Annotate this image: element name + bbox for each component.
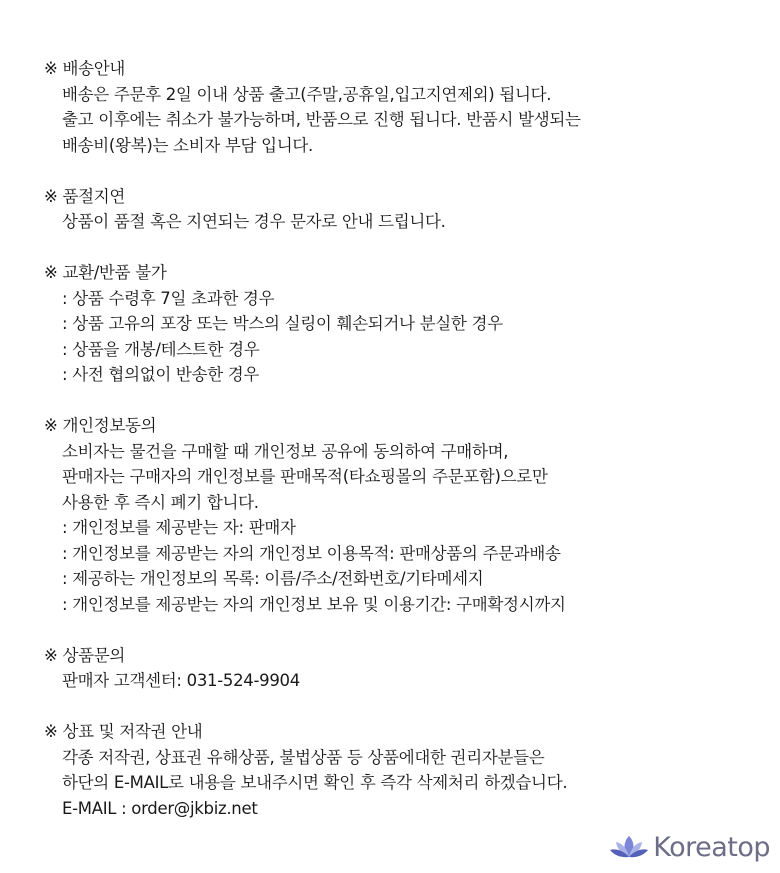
- section-line: : 개인정보를 제공받는 자: 판매자: [62, 518, 296, 537]
- section-title: ※ 개인정보동의: [44, 416, 157, 435]
- section-line: 판매자는 구매자의 개인정보를 판매목적(타쇼핑몰의 주문포함)으로만: [62, 467, 548, 486]
- section-title: ※ 배송안내: [44, 59, 126, 78]
- section-line: 사용한 후 즉시 폐기 합니다.: [62, 492, 259, 512]
- section-line: 소비자는 물건을 구매할 때 개인정보 공유에 동의하여 구매하며,: [62, 441, 509, 461]
- koreatop-logo: [609, 832, 770, 863]
- section-title: ※ 교환/반품 불가: [44, 263, 167, 282]
- logo-text: Koreatop: [653, 832, 770, 863]
- section-line: : 상품 고유의 포장 또는 박스의 실링이 훼손되거나 분실한 경우: [62, 314, 503, 333]
- section-line: 배송은 주문후 2일 이내 상품 출고(주말,공휴일,입고지연제외) 됩니다.: [62, 84, 552, 104]
- section-trademark-copyright: [44, 719, 764, 821]
- section-line: 배송비(왕복)는 소비자 부담 입니다.: [62, 135, 314, 155]
- section-product-inquiry: [44, 643, 764, 694]
- section-line: : 상품 수령후 7일 초과한 경우: [62, 288, 275, 308]
- section-line: 하단의 E-MAIL로 내용을 보내주시면 확인 후 즉각 삭제처리 하겠습니다.: [62, 773, 568, 792]
- section-shipping: [44, 56, 764, 158]
- section-line: : 개인정보를 제공받는 자의 개인정보 이용목적: 판매상품의 주문과배송: [62, 543, 561, 563]
- section-line: : 개인정보를 제공받는 자의 개인정보 보유 및 이용기간: 구매확정시까지: [62, 594, 566, 614]
- lotus-icon: [609, 833, 649, 863]
- section-line: 각종 저작권, 상표권 유해상품, 불법상품 등 상품에대한 권리자분들은: [62, 747, 545, 767]
- section-title: ※ 상표 및 저작권 안내: [44, 722, 203, 741]
- section-line: 판매자 고객센터: 031-524-9904: [62, 671, 300, 690]
- section-soldout-delay: [44, 184, 764, 235]
- section-line: : 상품을 개봉/테스트한 경우: [62, 339, 260, 359]
- section-line: 출고 이후에는 취소가 불가능하며, 반품으로 진행 됩니다. 반품시 발생되는: [62, 110, 581, 129]
- section-line: E-MAIL : order@jkbiz.net: [62, 798, 258, 818]
- section-no-exchange-return: [44, 260, 764, 388]
- section-title: ※ 상품문의: [44, 645, 126, 665]
- section-line: 상품이 품절 혹은 지연되는 경우 문자로 안내 드립니다.: [62, 212, 446, 231]
- notice-content: [44, 56, 764, 847]
- section-privacy-consent: [44, 413, 764, 617]
- section-line: : 사전 협의없이 반송한 경우: [62, 365, 260, 384]
- section-title: ※ 품절지연: [44, 186, 126, 206]
- section-line: : 제공하는 개인정보의 목록: 이름/주소/전화번호/기타메세지: [62, 569, 484, 588]
